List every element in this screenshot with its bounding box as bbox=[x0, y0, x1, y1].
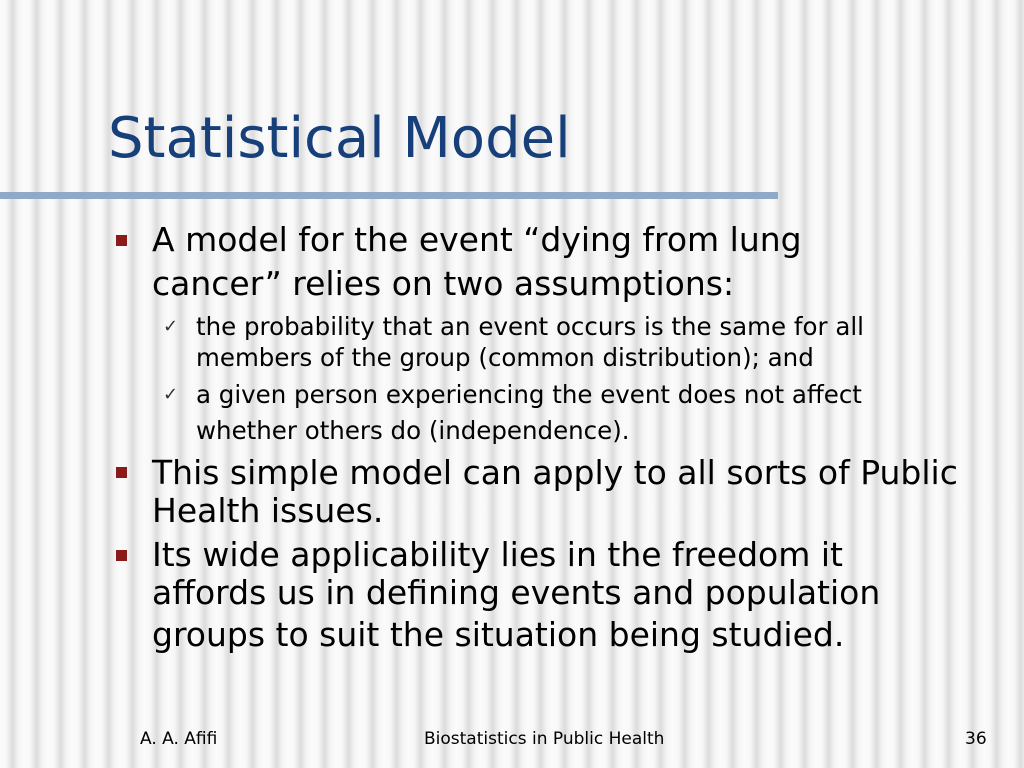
square-bullet-icon bbox=[116, 235, 127, 246]
bullet-3-line-1: Its wide applicability lies in the freedom it bbox=[152, 535, 843, 574]
square-bullet-icon bbox=[116, 467, 127, 478]
square-bullet-icon bbox=[116, 550, 127, 561]
bullet-2-line-2: Health issues. bbox=[152, 491, 384, 530]
sub-bullet-2-line-1: a given person experiencing the event does not affect bbox=[196, 380, 862, 409]
checkmark-icon: ✓ bbox=[163, 316, 179, 337]
sub-bullet-1-line-1: the probability that an event occurs is the same for all bbox=[196, 312, 864, 341]
bullet-3-line-2: affords us in defining events and population bbox=[152, 573, 881, 612]
bullet-1-line-1: A model for the event “dying from lung bbox=[152, 220, 802, 259]
footer-course-title: Biostatistics in Public Health bbox=[424, 729, 665, 749]
sub-bullet-2-line-2: whether others do (independence). bbox=[196, 416, 630, 445]
slide-title: Statistical Model bbox=[108, 106, 571, 171]
slide-number: 36 bbox=[965, 729, 987, 749]
bullet-1-line-2: cancer” relies on two assumptions: bbox=[152, 264, 735, 303]
sub-bullet-1-line-2: members of the group (common distribution); and bbox=[196, 343, 814, 372]
checkmark-icon: ✓ bbox=[163, 384, 179, 405]
footer-author: A. A. Afifi bbox=[140, 729, 218, 749]
bullet-3-line-3: groups to suit the situation being studied. bbox=[152, 615, 845, 654]
bullet-2-line-1: This simple model can apply to all sorts of Public bbox=[152, 453, 958, 492]
